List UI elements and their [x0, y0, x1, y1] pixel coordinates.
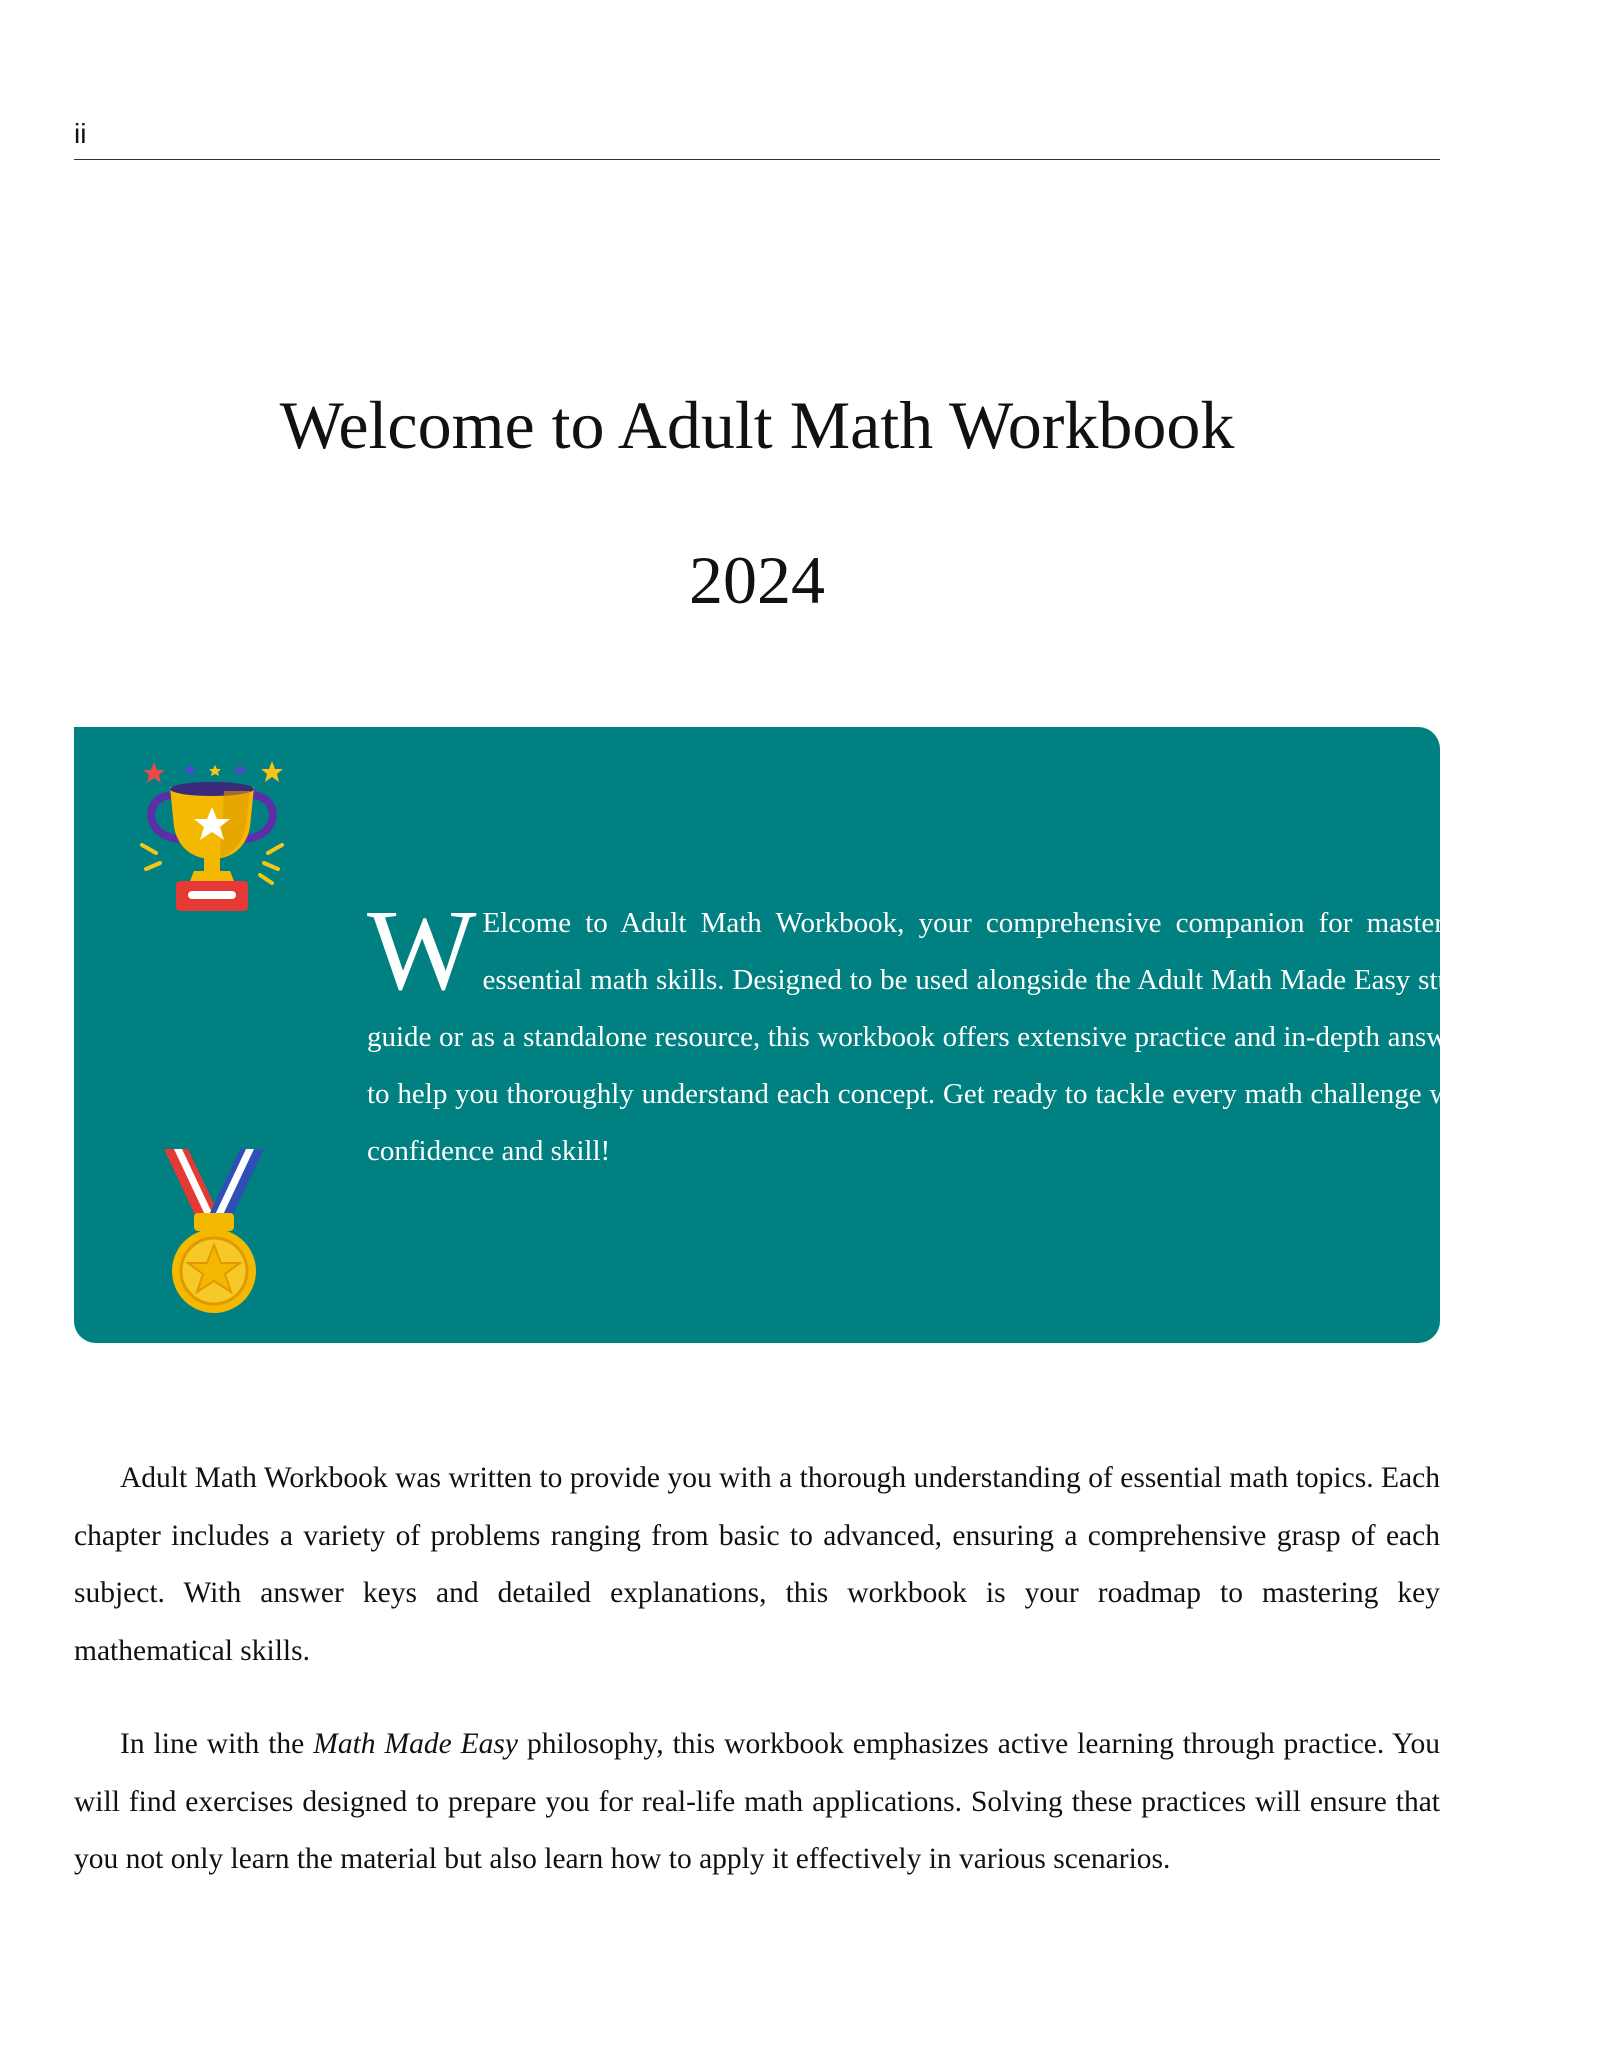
drop-cap: W	[367, 887, 477, 1015]
paragraph-2-emphasis: Math Made Easy	[313, 1728, 519, 1760]
paragraph-2-end: philosophy, this workbook emphasizes active learning through practice. You will find exercises designed to prepare you for real-life math applications. Solving these practices will ensure that you not only learn the material but also learn how to apply it effectively in various scenarios.	[74, 1728, 1441, 1875]
paragraph-2	[74, 1716, 1440, 1889]
page-number: ii	[74, 118, 87, 149]
paragraph-1	[74, 1450, 1440, 1680]
banner-text	[367, 887, 1481, 1180]
medal-icon	[154, 1147, 274, 1317]
paragraph-1-text: Adult Math Workbook was written to provide you with a thorough understanding of essential math topics. Each chapter includes a variety of problems ranging from basic to advanced, ensuring a comprehensive grasp of each subject. With answer keys and detailed explanations, this workbook is your roadmap to mastering key mathematical skills.	[74, 1462, 1440, 1667]
edition-year: 2024	[689, 542, 825, 618]
paragraph-2-start: In line with the	[120, 1728, 314, 1760]
welcome-banner	[74, 727, 1481, 1343]
page-title: Welcome to Adult Math Workbook	[279, 387, 1235, 463]
header-rule	[74, 159, 1440, 160]
trophy-icon	[132, 757, 292, 917]
banner-text-body: Elcome to Adult Math Workbook, your comprehensive companion for mastering essential math skills. Designed to be used alongside the Adult Math Made Easy study guide or as a standalone resource, this workbook offers extensive practice and in-depth answers to help you thoroughly understand each concept. Get ready to tackle every math challenge with confidence and skill!	[367, 907, 1481, 1167]
